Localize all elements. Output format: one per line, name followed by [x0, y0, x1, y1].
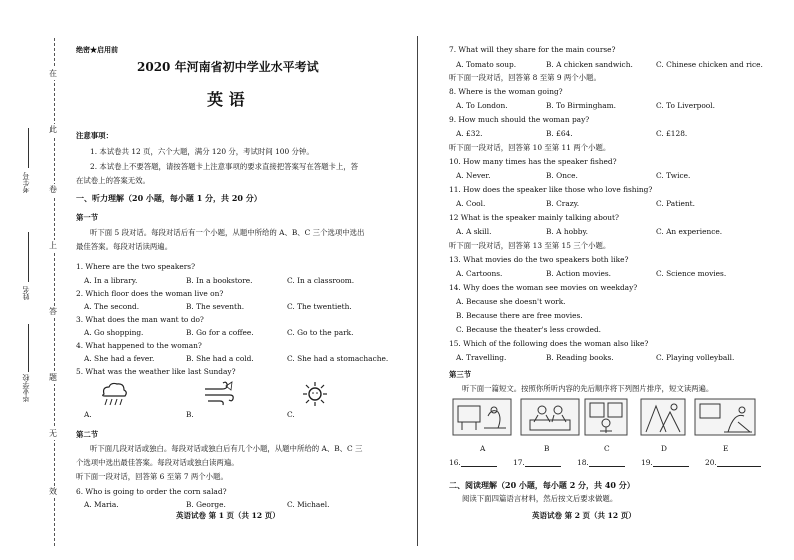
label-name: 姓名: [22, 286, 30, 300]
picture-e-illustration: [694, 398, 756, 436]
question: 8. Where is the woman going?: [449, 87, 563, 96]
option-a: A. Maria.: [84, 500, 119, 509]
question: 7. What will they share for the main course?: [449, 45, 616, 54]
option-b: B. George.: [186, 500, 226, 509]
option-a: A. Because she doesn't work.: [456, 297, 566, 306]
option-a: A.: [84, 410, 92, 419]
secret-mark: 绝密★启用前: [76, 45, 118, 54]
binding-char: 题: [49, 373, 57, 382]
field-line: [28, 128, 29, 168]
option-b: B. She had a cold.: [186, 354, 254, 363]
sec1-title: 第一节: [76, 213, 99, 222]
option-b: B. To Birmingham.: [546, 101, 616, 110]
answer-blank-20[interactable]: [705, 458, 761, 467]
sec1-instruction: 听下面 5 段对话。每段对话后有一个小题，从题中所给的 A、B、C 三个选项中选出: [90, 228, 365, 237]
picture-c-illustration: [584, 398, 628, 436]
question: 13. What movies do the two speakers both like?: [449, 255, 629, 264]
option-a: A. In a library.: [84, 276, 138, 285]
picture-label: D: [661, 444, 667, 453]
option-c: C. Michael.: [287, 500, 330, 509]
option-b: B. A chicken sandwich.: [546, 60, 633, 69]
picture-label: E: [723, 444, 729, 453]
option-c: C.: [287, 410, 295, 419]
binding-char: 上: [49, 241, 57, 250]
sec3-title: 第三节: [449, 370, 472, 379]
notes-title: 注意事项：: [76, 131, 113, 140]
picture-label: B: [544, 444, 550, 453]
binding-char: 卷: [49, 185, 57, 194]
binding-char: 答: [49, 307, 57, 316]
sec2-instruction: 听下面几段对话或独白。每段对话或独白后有几个小题，从题中所给的 A、B、C 三: [90, 444, 363, 453]
option-c: C. Chinese chicken and rice.: [656, 60, 763, 69]
question: 15. Which of the following does the woman also like?: [449, 339, 649, 348]
exam-title: 2020 年河南省初中学业水平考试: [137, 60, 319, 74]
question: 3. What does the man want to do?: [76, 315, 204, 324]
option-b: B. Go for a coffee.: [186, 328, 254, 337]
part2-title: 二、阅读理解（20 小题，每小题 2 分，共 40 分）: [449, 480, 635, 490]
option-a: A. The second.: [84, 302, 140, 311]
option-c: C. To Liverpool.: [656, 101, 715, 110]
question: 12 What is the speaker mainly talking about?: [449, 213, 619, 222]
sec2-instruction: 个选项中选出最佳答案。每段对话或独白读两遍。: [76, 458, 239, 467]
sec1-instruction: 最佳答案。每段对话读两遍。: [76, 242, 173, 251]
option-a: A. Travelling.: [456, 353, 507, 362]
sun-icon: [300, 380, 330, 408]
option-b: B. Action movies.: [546, 269, 612, 278]
picture-label: C: [604, 444, 610, 453]
option-c: C. Because the theater's less crowded.: [456, 325, 602, 334]
binding-margin: [0, 0, 72, 560]
listening-note: 听下面一段对话，回答第 13 至第 15 三个小题。: [449, 241, 611, 250]
sec2-title: 第二节: [76, 430, 99, 439]
part1-title: 一、听力理解（20 小题，每小题 1 分，共 20 分）: [76, 193, 262, 203]
option-c: C. The twentieth.: [287, 302, 352, 311]
question: 2. Which floor does the woman live on?: [76, 289, 224, 298]
option-c: C. Science movies.: [656, 269, 727, 278]
question: 14. Why does the woman see movies on weekday?: [449, 283, 638, 292]
option-b: B. A hobby.: [546, 227, 589, 236]
option-b: B. The seventh.: [186, 302, 245, 311]
option-a: A. Go shopping.: [84, 328, 144, 337]
option-b: B.: [186, 410, 194, 419]
page-footer: 英语试卷 第 1 页（共 12 页）: [176, 511, 280, 520]
wind-icon: [202, 380, 236, 408]
option-a: A. Cartoons.: [456, 269, 503, 278]
question: 4. What happened to the woman?: [76, 341, 202, 350]
option-c: C. Playing volleyball.: [656, 353, 735, 362]
cut-line: [54, 38, 55, 546]
listening-note: 听下面一段对话，回答第 8 至第 9 两个小题。: [449, 73, 601, 82]
option-a: A. She had a fever.: [84, 354, 155, 363]
blank-number: 20.: [705, 458, 717, 467]
option-c: C. Twice.: [656, 171, 691, 180]
question: 6. Who is going to order the corn salad?: [76, 487, 227, 496]
note-2b: 在试卷上的答案无效。: [76, 176, 150, 185]
question: 5. What was the weather like last Sunday?: [76, 367, 236, 376]
question: 11. How does the speaker like those who love fishing?: [449, 185, 653, 194]
option-b: B. Reading books.: [546, 353, 614, 362]
question: 1. Where are the two speakers?: [76, 262, 196, 271]
question: 9. How much should the woman pay?: [449, 115, 590, 124]
sec3-instruction: 听下面一篇短文。按照你所听内容的先后顺序将下列图片排序，短文读两遍。: [462, 384, 714, 393]
option-b: B. Crazy.: [546, 199, 580, 208]
option-a: A. Tomato soup.: [456, 60, 517, 69]
option-c: C. In a classroom.: [287, 276, 355, 285]
label-school: 毕业学校: [22, 374, 30, 402]
subject-title: 英 语: [207, 90, 245, 109]
part2-instruction: 阅读下面四篇语言材料，然后按文后要求做题。: [462, 494, 618, 503]
option-c: C. Go to the park.: [287, 328, 354, 337]
label-exam-number: 考生号: [22, 172, 30, 193]
option-a: A. Cool.: [456, 199, 486, 208]
blank-number: 16.: [449, 458, 461, 467]
option-a: A. Never.: [456, 171, 491, 180]
option-b: B. Because there are free movies.: [456, 311, 583, 320]
page-footer: 英语试卷 第 2 页（共 12 页）: [532, 511, 636, 520]
option-c: C. £128.: [656, 129, 688, 138]
question: 10. How many times has the speaker fished?: [449, 157, 617, 166]
blank-number: 17.: [513, 458, 525, 467]
blank-number: 18.: [577, 458, 589, 467]
picture-a-illustration: [452, 398, 512, 436]
option-b: B. In a bookstore.: [186, 276, 253, 285]
sec2-instruction: 听下面一段对话，回答第 6 至第 7 两个小题。: [76, 472, 228, 481]
answer-blank-17[interactable]: [513, 458, 561, 467]
option-b: B. Once.: [546, 171, 578, 180]
binding-char: 效: [49, 487, 57, 496]
page-divider: [417, 36, 418, 546]
field-line: [28, 324, 29, 372]
option-a: A. A skill.: [456, 227, 492, 236]
option-b: B. £64.: [546, 129, 573, 138]
binding-char: 无: [49, 429, 57, 438]
answer-blank-16[interactable]: [449, 458, 497, 467]
blank-number: 19.: [641, 458, 653, 467]
field-line: [28, 232, 29, 282]
rain-icon: [98, 380, 130, 408]
picture-label: A: [480, 444, 486, 453]
binding-char: 此: [49, 125, 57, 134]
picture-d-illustration: [640, 398, 686, 436]
answer-blank-18[interactable]: [577, 458, 625, 467]
answer-blank-19[interactable]: [641, 458, 689, 467]
note-1: 1. 本试卷共 12 页，六个大题，满分 120 分，考试时间 100 分钟。: [90, 147, 314, 156]
option-c: C. Patient.: [656, 199, 695, 208]
option-c: C. An experience.: [656, 227, 723, 236]
option-c: C. She had a stomachache.: [287, 354, 389, 363]
option-a: A. To London.: [456, 101, 508, 110]
picture-b-illustration: [520, 398, 580, 436]
listening-note: 听下面一段对话，回答第 10 至第 11 两个小题。: [449, 143, 611, 152]
note-2a: 2. 本试卷上不要答题，请按答题卡上注意事项的要求直接把答案写在答题卡上，答: [90, 162, 359, 171]
option-a: A. £32.: [456, 129, 483, 138]
binding-char: 在: [49, 69, 57, 78]
